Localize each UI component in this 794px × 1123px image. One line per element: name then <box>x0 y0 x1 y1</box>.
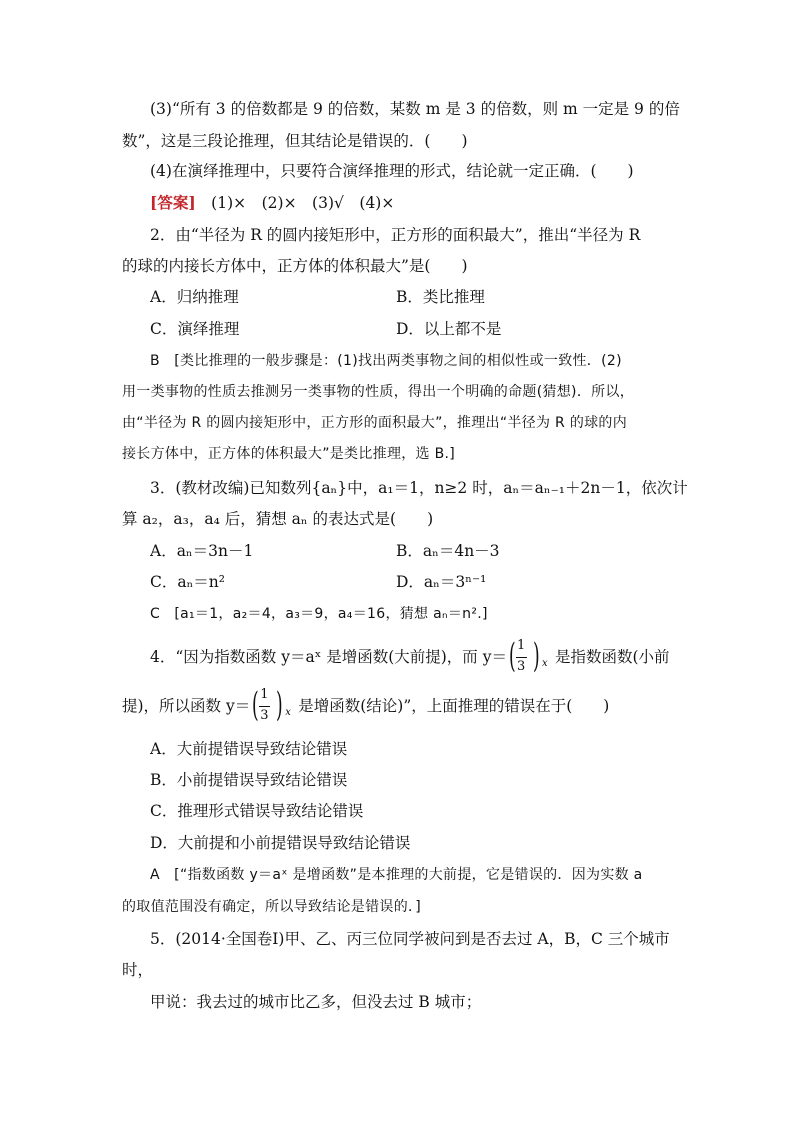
q4-option-d: D．大前提和小前提错误导致结论错误 <box>150 834 411 852</box>
q4-explanation-line1: A [“指数函数 y＝aˣ 是增函数”是本推理的大前提，它是错误的．因为实数 a <box>150 867 643 883</box>
q4-stem-line1 <box>150 635 670 679</box>
q5-stem-line3: 甲说：我去过的城市比乙多，但没去过 B 城市； <box>150 993 482 1011</box>
q3-stem-line1: 3．(教材改编)已知数列{aₙ}中，a₁＝1，n≥2 时，aₙ＝aₙ₋₁＋2n－1，依次计 <box>150 479 688 497</box>
q4-stem-line2-a: 提)，所以函数 y＝ <box>122 697 251 715</box>
q1-item4: (4)在演绎推理中，只要符合演绎推理的形式，结论就一定正确．( ) <box>150 162 634 180</box>
q3-stem-line2: 算 a₂，a₃，a₄ 后，猜想 aₙ 的表达式是( ) <box>122 510 434 528</box>
q4-stem-line1-a: 4．“因为指数函数 y＝aˣ 是增函数(大前提)，而 y＝ <box>150 648 507 666</box>
q2-stem-line1: 2．由“半径为 R 的圆内接矩形中，正方形的面积最大”，推出“半径为 R <box>150 226 641 244</box>
q4-option-b: B．小前提错误导致结论错误 <box>150 771 348 789</box>
q2-option-d: D．以上都不是 <box>396 320 502 338</box>
q3-explanation: C [a₁＝1，a₂＝4，a₃＝9，a₄＝16，猜想 aₙ＝n².] <box>150 606 488 622</box>
fraction-one-third: ( 1 3 ) x <box>509 636 548 676</box>
q3-option-c: C．aₙ＝n² <box>150 573 226 591</box>
answer-tag: [答案] <box>150 193 196 212</box>
q4-stem-line1-b: 是指数函数(小前 <box>555 648 670 666</box>
q4-stem-line2-b: 是增函数(结论)”，上面推理的错误在于( ) <box>298 697 610 715</box>
q2-option-a: A．归纳推理 <box>150 288 239 306</box>
q2-explanation-line3: 由“半径为 R 的圆内接矩形中，正方形的面积最大”，推理出“半径为 R 的球的内 <box>122 415 628 431</box>
q3-option-b: B．aₙ＝4n－3 <box>396 542 500 560</box>
q1-answer <box>150 192 394 214</box>
q2-explanation-line1: B [类比推理的一般步骤是：(1)找出两类事物之间的相似性或一致性．(2) <box>150 353 622 369</box>
q4-option-c: C．推理形式错误导致结论错误 <box>150 802 364 820</box>
fraction-one-third-2: ( 1 3 ) x <box>252 685 291 725</box>
q3-option-a: A．aₙ＝3n－1 <box>150 542 254 560</box>
q1-item3-line1: (3)“所有 3 的倍数都是 9 的倍数，某数 m 是 3 的倍数，则 m 一定是 9 的倍 <box>150 100 680 118</box>
q2-stem-line2: 的球的内接长方体中，正方体的体积最大”是( ) <box>122 257 468 275</box>
q2-explanation-line2: 用一类事物的性质去推测另一类事物的性质，得出一个明确的命题(猜想)．所以， <box>122 384 635 400</box>
q2-option-c: C．演绎推理 <box>150 320 240 338</box>
q1-item3-line2: 数”，这是三段论推理，但其结论是错误的．( ) <box>122 132 468 150</box>
q3-option-d: D．aₙ＝3ⁿ⁻¹ <box>396 573 487 591</box>
q4-option-a: A．大前提错误导致结论错误 <box>150 740 348 758</box>
q4-explanation-line2: 的取值范围没有确定，所以导致结论是错误的．] <box>122 899 422 915</box>
q5-stem-line1: 5．(2014·全国卷Ⅰ)甲、乙、丙三位同学被问到是否去过 A，B，C 三个城市 <box>150 930 670 948</box>
q5-stem-line2: 时， <box>122 961 154 979</box>
q4-stem-line2 <box>122 684 609 728</box>
q2-option-b: B．类比推理 <box>396 288 485 306</box>
q2-explanation-line4: 接长方体中，正方体的体积最大”是类比推理，选 B.] <box>122 446 456 462</box>
answer-body: (1)× (2)× (3)√ (4)× <box>195 194 395 212</box>
